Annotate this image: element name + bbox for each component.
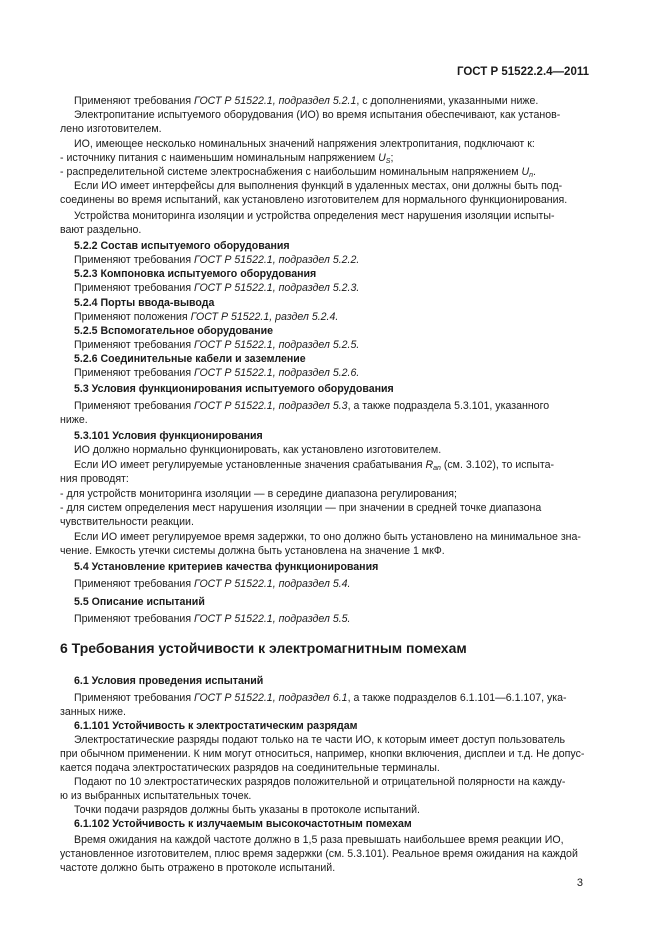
text-line: - источнику питания с наименьшим номинальным напряжением $U_S$;: [60, 152, 394, 165]
text-line: Применяют требования ГОСТ Р 51522.1, подраздел 5.2.2.: [74, 254, 360, 266]
text-line: - для систем определения мест нарушения изоляции — при значении в средней точке диапазона: [60, 502, 542, 514]
text-line: чение. Емкость утечки системы должна быть установлена на значение 1 мкФ.: [60, 545, 445, 557]
text-line: Применяют требования ГОСТ Р 51522.1, подраздел 5.5.: [74, 613, 351, 625]
text-line: - для устройств мониторинга изоляции — в середине диапазона регулирования;: [60, 488, 457, 500]
text-line: Применяют требования ГОСТ Р 51522.1, подраздел 6.1, а также подразделов 6.1.101—6.1.107, ука-: [74, 692, 567, 704]
text-line: - распределительной системе электроснабжения с наибольшим номинальным напряжением $U_n$.: [60, 166, 536, 179]
text-line: 5.2.2 Состав испытуемого оборудования: [74, 240, 290, 252]
text-line: занных ниже.: [60, 706, 126, 718]
text-line: 5.2.6 Соединительные кабели и заземление: [74, 353, 306, 365]
text-line: ю из выбранных испытательных точек.: [60, 790, 252, 802]
text-line: Устройства мониторинга изоляции и устройства определения мест нарушения изоляции испыты-: [74, 210, 555, 222]
text-line: Применяют положения ГОСТ Р 51522.1, раздел 5.2.4.: [74, 311, 339, 323]
text-line: ИО должно нормально функционировать, как установлено изготовителем.: [74, 444, 442, 456]
text-line: Электростатические разряды подают только на те части ИО, к которым имеет доступ пользователь: [74, 734, 566, 746]
text-line: Точки подачи разрядов должны быть указаны в протоколе испытаний.: [74, 804, 420, 816]
text-line: 5.3.101 Условия функционирования: [74, 430, 263, 442]
text-line: Если ИО имеет регулируемое время задержки, то оно должно быть установлено на минимальное зна-: [74, 531, 581, 543]
text-line: Если ИО имеет регулируемые установленные значения срабатывания $R_{an}$ (см. 3.102), то испыта-: [74, 459, 555, 472]
text-line: Применяют требования ГОСТ Р 51522.1, подраздел 5.4.: [74, 578, 351, 590]
text-line: Применяют требования ГОСТ Р 51522.1, подраздел 5.2.1, с дополнениями, указанными ниже.: [74, 95, 539, 107]
text-line: Применяют требования ГОСТ Р 51522.1, подраздел 5.2.6.: [74, 367, 360, 379]
text-line: 6.1.101 Устойчивость к электростатическим разрядам: [74, 720, 358, 732]
text-line: вают раздельно.: [60, 224, 142, 236]
text-line: частоте должно быть отражено в протоколе испытаний.: [60, 862, 336, 874]
text-line: Применяют требования ГОСТ Р 51522.1, подраздел 5.3, а также подраздела 5.3.101, указанного: [74, 400, 550, 412]
standard-header: ГОСТ Р 51522.2.4—2011: [456, 66, 589, 78]
text-line: Время ожидания на каждой частоте должно в 1,5 раза превышать наибольшее время реакции ИО,: [74, 834, 564, 846]
text-line: при обычном применении. К ним могут относиться, например, кнопки включения, дисплеи и т.д. Не допус-: [60, 748, 585, 760]
text-line: Подают по 10 электростатических разрядов положительной и отрицательной полярности на кажду-: [74, 776, 566, 788]
text-line: установленное изготовителем, плюс время задержки (см. 5.3.101). Реальное время ожидания на каждой: [60, 848, 578, 860]
text-line: 5.2.4 Порты ввода-вывода: [74, 297, 215, 309]
text-line: кается подача электростатических разрядов на соединительные терминалы.: [60, 762, 440, 774]
text-line: 5.2.5 Вспомогательное оборудование: [74, 325, 273, 337]
text-line: соединены во время испытаний, как установлено изготовителем для нормального функционирования.: [60, 194, 568, 206]
text-line: Если ИО имеет интерфейсы для выполнения функций в удаленных местах, они должны быть под-: [74, 180, 563, 192]
text-line: ния проводят:: [60, 473, 129, 485]
page-number: 3: [576, 877, 583, 889]
section-heading: 6 Требования устойчивости к электромагнитным помехам: [60, 640, 467, 656]
text-line: лено изготовителем.: [60, 123, 162, 135]
text-line: 6.1 Условия проведения испытаний: [74, 675, 264, 687]
text-line: 5.5 Описание испытаний: [74, 596, 205, 608]
text-line: 5.3 Условия функционирования испытуемого оборудования: [74, 383, 394, 395]
text-line: 5.2.3 Компоновка испытуемого оборудования: [74, 268, 317, 280]
text-line: Применяют требования ГОСТ Р 51522.1, подраздел 5.2.3.: [74, 282, 360, 294]
text-line: ИО, имеющее несколько номинальных значений напряжения электропитания, подключают к:: [74, 138, 535, 150]
text-line: 6.1.102 Устойчивость к излучаемым высокочастотным помехам: [74, 818, 412, 830]
text-line: Электропитание испытуемого оборудования (ИО) во время испытания обеспечивают, как установ-: [74, 109, 561, 121]
text-line: Применяют требования ГОСТ Р 51522.1, подраздел 5.2.5.: [74, 339, 360, 351]
text-line: 5.4 Установление критериев качества функционирования: [74, 561, 379, 573]
text-line: ниже.: [60, 414, 88, 426]
text-line: чувствительности реакции.: [60, 516, 194, 528]
